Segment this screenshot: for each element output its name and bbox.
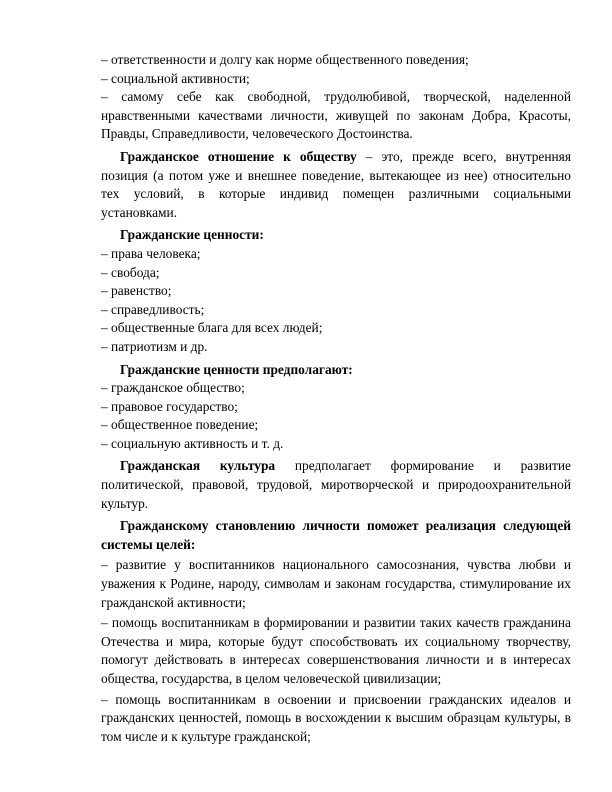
civic-attitude-term: Гражданское отношение к обществу [120, 148, 357, 164]
list-item: – социальную активность и т. д. [101, 435, 284, 451]
list-item: – справедливость; [101, 301, 205, 317]
civic-culture-text: предполагает формирование и развитие политической, правовой, трудовой, миротворческой и природоохранительной культур. [101, 458, 571, 511]
formation-heading: Гражданскому становлению личности поможет реализация следующей системы целей: [101, 518, 571, 552]
list-item: – права человека; [101, 245, 201, 261]
list-item: – самому себе как свободной, трудолюбивой, творческой, наделенной нравственными качествами личности, живущей по законам Добра, Красоты, Правды, Справедливости, человеческого Достоинства. [101, 89, 571, 142]
list-item: – общественные блага для всех людей; [101, 320, 323, 336]
civic-values-presuppose-heading: Гражданские ценности предполагают: [120, 361, 353, 377]
list-item: – правовое государство; [101, 398, 238, 414]
list-item: – помощь воспитанникам в формировании и развитии таких качеств гражданина Отечества и мира, которые будут способствовать их социальному творчеству, помогут действовать в интересах совершенствования личности и в интересах общества, государства, в целом человеческой цивилизации; [101, 615, 571, 686]
document-page [101, 51, 571, 746]
civic-culture-term: Гражданская культура [120, 458, 276, 474]
list-item: – гражданское общество; [101, 380, 245, 396]
list-item: – социальной активности; [101, 70, 250, 86]
list-item: – ответственности и долгу как норме общественного поведения; [101, 52, 469, 67]
civic-values-heading: Гражданские ценности: [120, 227, 264, 243]
civic-culture-paragraph [101, 457, 571, 513]
list-item: – равенство; [101, 283, 172, 299]
list-item: – помощь воспитанникам в освоении и присвоении гражданских идеалов и гражданских ценностей, помощь в восхождении к высшим образцам культуры, в том числе и к культуре гражданской; [101, 691, 571, 744]
list-item: – патриотизм и др. [101, 338, 208, 354]
list-item: – свобода; [101, 264, 160, 280]
list-item: – развитие у воспитанников национального самосознания, чувства любви и уважения к Родине, народу, символам и законам государства, стимулирование их гражданской активности; [101, 557, 571, 610]
civic-attitude-paragraph [101, 148, 571, 222]
civic-attitude-text: – это, прежде всего, внутренняя позиция (а потом уже и внешнее поведение, вытекающее из нее) относительно тех условий, в которые индивид помещен различными социальными установками. [101, 148, 571, 220]
list-item: – общественное поведение; [101, 417, 259, 433]
